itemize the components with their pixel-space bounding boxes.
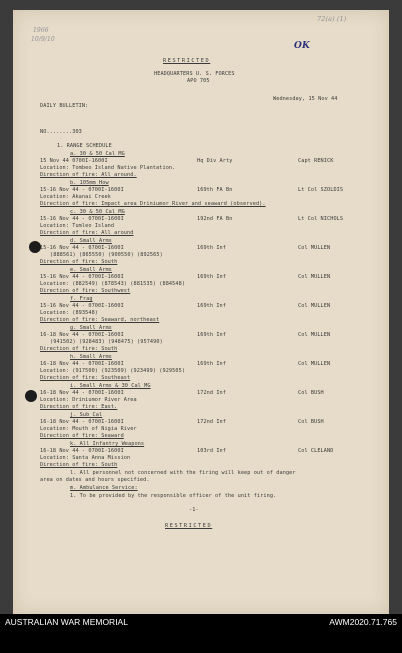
officer: Col MULLEN: [298, 274, 331, 280]
schedule-item: i. Small Arms & 30 Cal MG: [70, 383, 151, 389]
schedule-item: d. Small Arms: [70, 238, 112, 244]
schedule-item: k. All Infantry Weapons: [70, 441, 145, 447]
schedule-date: 16-18 Nov 44 - 0700I-1600I: [40, 448, 124, 454]
unit: 172nd Inf: [197, 390, 227, 396]
classification-top: RESTRICTED: [163, 58, 211, 64]
schedule-date: 15-16 Nov 44 - 0700I-1600I: [40, 216, 124, 222]
officer: Lt Col NICHOLS: [298, 216, 344, 222]
unit: 169th Inf: [197, 274, 227, 280]
apo-number: APO 705: [187, 78, 210, 84]
schedule-direction: Direction of fire: All around.: [40, 172, 137, 178]
schedule-direction: Direction of fire: South: [40, 462, 118, 468]
notice-text: area on dates and hours specified.: [40, 477, 150, 483]
schedule-date: 15-16 Nov 44 - 0700I-1600I: [40, 245, 124, 251]
schedule-direction: Direction of fire: East.: [40, 404, 118, 410]
punch-hole: [25, 390, 37, 402]
schedule-item: j. Sub Cal: [70, 412, 103, 418]
officer: Col MULLEN: [298, 361, 331, 367]
schedule-item: e. Small Arms: [70, 267, 112, 273]
schedule-location: Location: Tombeo Island Native Plantation.: [40, 165, 176, 171]
schedule-item: h. Small Arms: [70, 354, 112, 360]
section-title: 1. RANGE SCHEDULE: [57, 143, 112, 149]
officer: Col BUSH: [298, 419, 324, 425]
notice-text: l. All personnel not concerned with the firing will keep out of danger: [70, 470, 296, 476]
unit: 169th Inf: [197, 303, 227, 309]
archive-footer: [0, 614, 402, 653]
officer: Col MULLEN: [298, 332, 331, 338]
headquarters: HEADQUARTERS U. S. FORCES: [154, 71, 235, 77]
schedule-location: (941502) (928483) (948475) (957490): [50, 339, 163, 345]
schedule-item: g. Small Arms: [70, 325, 112, 331]
unit: 172nd Inf: [197, 419, 227, 425]
officer: Col CLELAND: [298, 448, 334, 454]
schedule-date: 15 Nov 44 0700I-1600I: [40, 158, 108, 164]
schedule-direction: Direction of fire: Impact area Driniumor River and seaward (observed).: [40, 201, 266, 207]
bulletin-date: Wednesday, 15 Nov 44: [273, 96, 338, 102]
ambulance-heading: m. Ambulance Service:: [70, 485, 138, 491]
unit: 169th Inf: [197, 361, 227, 367]
unit: 169th FA Bn: [197, 187, 233, 193]
bulletin-number: NO........303: [40, 129, 82, 135]
schedule-location: (888561) (865550) (900550) (892565): [50, 252, 163, 258]
unit: 169th Inf: [197, 245, 227, 251]
officer: Col MULLEN: [298, 303, 331, 309]
schedule-date: 16-18 Nov 44 - 0700I-1600I: [40, 332, 124, 338]
pencil-annotation: 72(a) (1): [317, 15, 347, 23]
bulletin-label: DAILY BULLETIN:: [40, 103, 89, 109]
schedule-item: c. 30 & 50 Cal MG: [70, 209, 125, 215]
schedule-direction: Direction of fire: South: [40, 346, 118, 352]
schedule-location: Location: (893548): [40, 310, 99, 316]
schedule-location: Location: (917500) (923509) (923499) (929505): [40, 368, 186, 374]
schedule-date: 16-18 Nov 44 - 0700I-1600I: [40, 419, 124, 425]
accession-number: AWM2020.71.765: [329, 617, 397, 627]
schedule-direction: Direction of fire: Southeast: [40, 375, 131, 381]
officer: Capt RENICK: [298, 158, 334, 164]
schedule-item: a. 30 & 50 Cal MG: [70, 151, 125, 157]
schedule-direction: Direction of fire: South: [40, 259, 118, 265]
schedule-direction: Direction of fire: Southwest: [40, 288, 131, 294]
unit: 103rd Inf: [197, 448, 227, 454]
unit: Hq Div Arty: [197, 158, 233, 164]
schedule-item: f. Frag: [70, 296, 93, 302]
document-page: [13, 10, 389, 614]
ambulance-text: 1. To be provided by the responsible officer of the unit firing.: [70, 493, 277, 499]
officer: Col MULLEN: [298, 245, 331, 251]
unit: 169th Inf: [197, 332, 227, 338]
schedule-direction: Direction of fire: Seaward, northeast: [40, 317, 160, 323]
schedule-direction: Direction of fire: All around: [40, 230, 134, 236]
schedule-date: 16-18 Nov 44 - 0700I-1600I: [40, 390, 124, 396]
schedule-date: 15-16 Nov 44 - 0700I-1600I: [40, 303, 124, 309]
pencil-annotation: 1966: [33, 27, 49, 34]
schedule-location: Location: Driniumor River Area: [40, 397, 137, 403]
schedule-date: 16-18 Nov 44 - 0700I-1600I: [40, 361, 124, 367]
schedule-location: Location: (882549) (878543) (881535) (884548): [40, 281, 186, 287]
classification-bottom: RESTRICTED: [165, 523, 213, 529]
schedule-location: Location: Santa Anna Mission: [40, 455, 131, 461]
schedule-location: Location: Tumleo Island: [40, 223, 115, 229]
unit: 192nd FA Bn: [197, 216, 233, 222]
schedule-date: 15-16 Nov 44 - 0700I-1600I: [40, 274, 124, 280]
officer: Col BUSH: [298, 390, 324, 396]
schedule-direction: Direction of fire: Seaward: [40, 433, 124, 439]
pencil-annotation: 10/9/10: [31, 36, 55, 43]
schedule-date: 15-16 Nov 44 - 0700I-1600I: [40, 187, 124, 193]
schedule-item: b. 105mm How: [70, 180, 109, 186]
schedule-location: Location: Mouth of Nigia River: [40, 426, 137, 432]
page-number: -1-: [189, 507, 199, 513]
schedule-location: Location: Akanai Creek: [40, 194, 111, 200]
officer: Lt Col SZOLDIS: [298, 187, 344, 193]
ink-annotation: OK: [294, 41, 310, 51]
institution-name: AUSTRALIAN WAR MEMORIAL: [5, 617, 128, 627]
